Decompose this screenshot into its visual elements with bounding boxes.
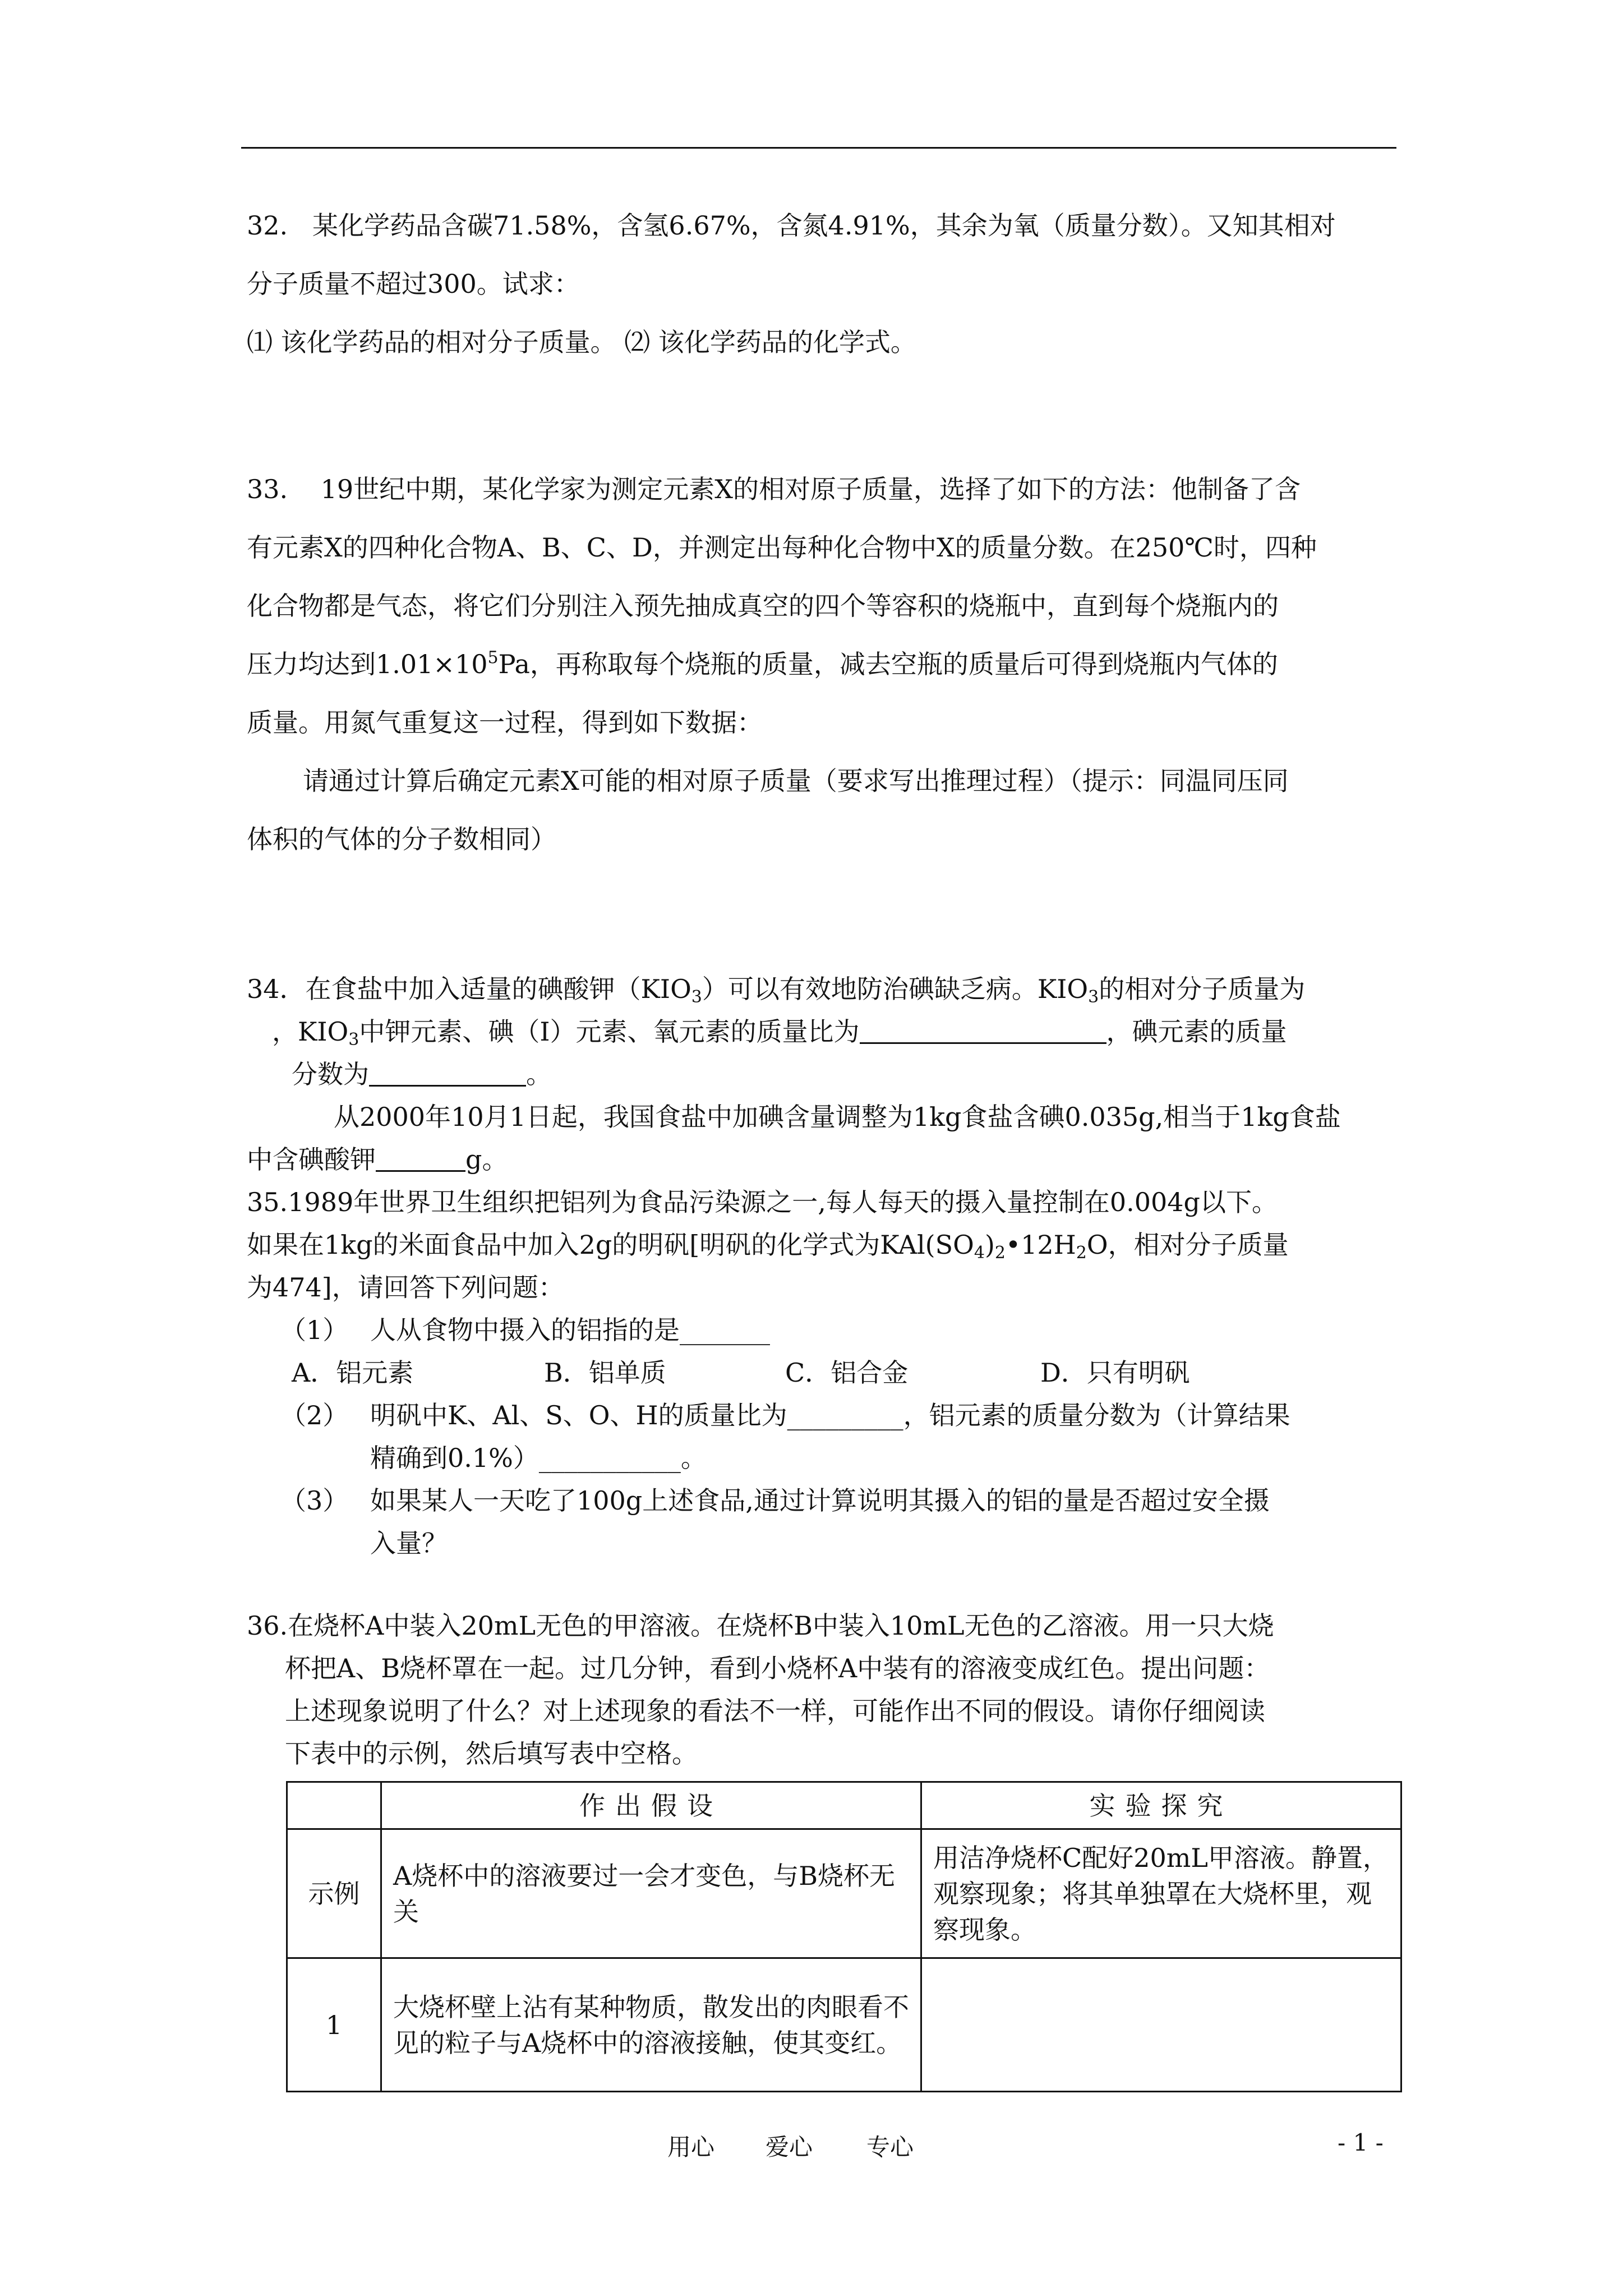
q34-line5: 中含碘酸钾 g。 (247, 1144, 508, 1175)
hypothesis-cell: 大烧杯壁上沾有某种物质，散发出的肉眼看不见的粒子与A烧杯中的溶液接触，使其变红。 (381, 1958, 921, 2092)
hypothesis-cell: A烧杯中的溶液要过一会才变色，与B烧杯无关 (381, 1829, 921, 1958)
q32-text: 某化学药品含碳71.58%，含氢6.67%，含氮4.91%，其余为氧（质量分数）。又知其相对 (312, 210, 1336, 241)
q34-line3: 分数为 。 (292, 1059, 552, 1089)
q33-line5: 质量。用氮气重复这一过程，得到如下数据： (247, 707, 763, 738)
footer-motto-2: 爱心 (766, 2133, 813, 2161)
row-label: 1 (287, 1958, 381, 2092)
question-32 (247, 196, 1336, 371)
q33-number: 33. (247, 474, 288, 504)
q35-sub3: （3） 如果某人一天吃了100g上述食品,通过计算说明其摄入的铝的量是否超过安全摄 入量？ (280, 1485, 1270, 1558)
q33-line6: 请通过计算后确定元素X可能的相对原子质量（要求写出推理过程）（提示：同温同压同 (303, 766, 1289, 796)
option-a[interactable]: A．铝元素 (292, 1358, 414, 1388)
question-36 (247, 1604, 1274, 1775)
q33-line4: 压力均达到$1.01\times 10^5Pa$，再称取每个烧瓶的质量，减去空瓶的质量后可得到烧瓶内气体的 (247, 648, 1278, 679)
q36-line1: 36.在烧杯A中装入20mL无色的甲溶液。在烧杯B中装入10mL无色的乙溶液。用一只大烧 (247, 1611, 1274, 1641)
q36-line4: 下表中的示例，然后填写表中空格。 (285, 1738, 698, 1769)
q36-line3: 上述现象说明了什么？对上述现象的看法不一样，可能作出不同的假设。请你仔细阅读 (285, 1696, 1265, 1726)
option-c[interactable]: C．铝合金 (785, 1358, 909, 1388)
q32-number: 32. (247, 210, 288, 241)
footer-motto-1: 用心 (667, 2133, 715, 2161)
answer-blank[interactable] (376, 1143, 465, 1172)
q35-sub1: （1） 人从食物中摄入的铝指的是_______ (280, 1315, 770, 1345)
answer-blank[interactable] (369, 1058, 526, 1087)
row-label: 示例 (287, 1829, 381, 1958)
header-cell (287, 1782, 381, 1829)
footer-motto-3: 专心 (866, 2133, 914, 2161)
table-row (287, 1958, 1401, 2092)
q33-line3: 化合物都是气态，将它们分别注入预先抽成真空的四个等容积的烧瓶中，直到每个烧瓶内的 (247, 591, 1279, 621)
question-35 (247, 1181, 1289, 1309)
q33-line1: 33. 19世纪中期，某化学家为测定元素X的相对原子质量，选择了如下的方法：他制备了含 (247, 474, 1301, 504)
q32-line3: ⑴ 该化学药品的相对分子质量。 ⑵ 该化学药品的化学式。 (247, 327, 916, 357)
table-row (287, 1829, 1401, 1958)
header-cell: 作出假设 (381, 1782, 921, 1829)
q32-line1 (247, 196, 1336, 255)
q35-line2: 如果在1kg的米面食品中加入2g的明矾[明矾的化学式为$KAl(SO_4)_2•12H_2O$，相对分子质量 (247, 1230, 1289, 1263)
experiment-cell: 用洁净烧杯C配好20mL甲溶液。静置，观察现象；将其单独罩在大烧杯里，观察现象。 (921, 1829, 1401, 1958)
experiment-table (286, 1781, 1402, 2092)
question-33 (247, 460, 1317, 868)
q36-line2: 杯把A、B烧杯罩在一起。过几分钟，看到小烧杯A中装有的溶液变成红色。提出问题： (285, 1653, 1270, 1683)
table-header-row (287, 1782, 1401, 1829)
q35-line1: 35.1989年世界卫生组织把铝列为食品污染源之一,每人每天的摄入量控制在0.004g以下。 (247, 1187, 1278, 1217)
q35-sub2: （2） 明矾中K、Al、S、O、H的质量比为_________，铝元素的质量分数为（计算结果 精确到0.1%）___________。 (280, 1400, 1290, 1473)
q35-line3: 为474]，请回答下列问题： (247, 1272, 564, 1303)
option-b[interactable]: B．铝单质 (544, 1358, 666, 1388)
q33-line7: 体积的气体的分子数相同） (247, 824, 556, 854)
answer-blank[interactable] (860, 1015, 1106, 1044)
q34-line4: 从2000年10月1日起，我国食盐中加碘含量调整为1kg食盐含碘0.035g,相当于1kg食盐 (334, 1102, 1341, 1132)
page-number: - 1 - (1338, 2129, 1384, 2156)
q34-line2: ，$KIO_3$中钾元素、碘（I）元素、氧元素的质量比为 ，碘元素的质量 (272, 1016, 1287, 1050)
q34-line1: 34．在食盐中加入适量的碘酸钾$(KIO_3)$可以有效地防治碘缺乏病。$KIO_3$的相对分子质量为 (247, 974, 1306, 1007)
exponent: 5 (487, 648, 499, 668)
q32-line2: 分子质量不超过300。试求： (247, 269, 580, 299)
option-d[interactable]: D．只有明矾 (1040, 1358, 1190, 1388)
header-rule (241, 147, 1396, 149)
header-cell: 实验探究 (921, 1782, 1401, 1829)
q33-line2: 有元素X的四种化合物A、B、C、D，并测定出每种化合物中X的质量分数。在250℃时，四种 (247, 532, 1317, 563)
question-34 (247, 968, 1341, 1181)
experiment-cell[interactable] (921, 1958, 1401, 2092)
